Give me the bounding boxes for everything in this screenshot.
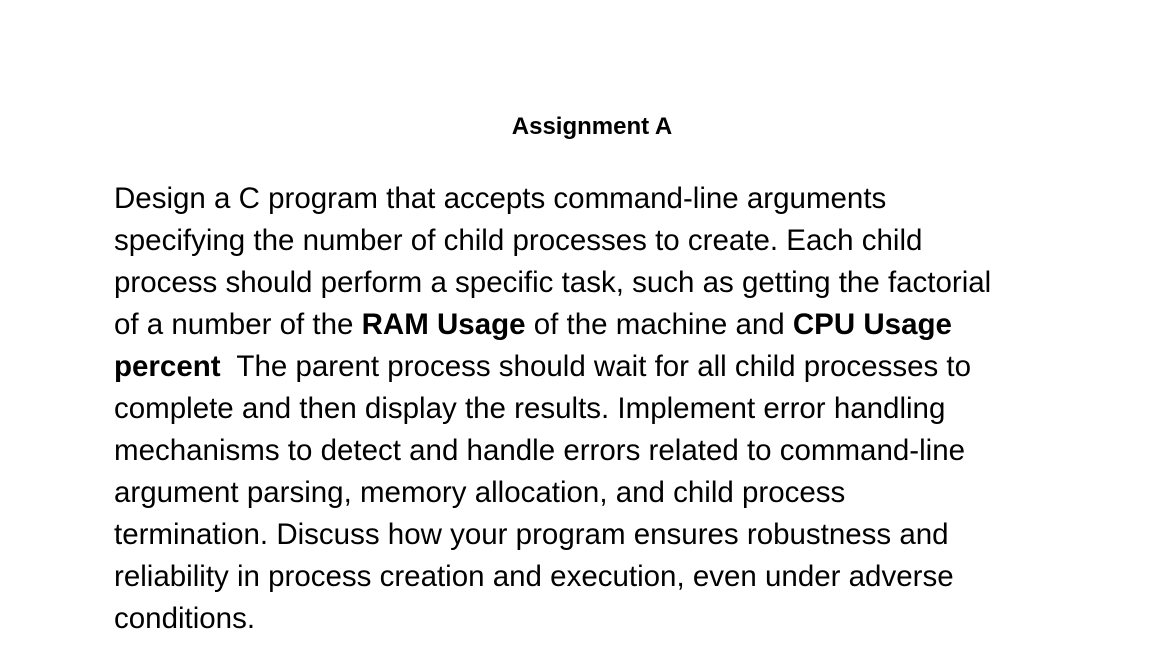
text-run: of a number of the xyxy=(114,308,362,341)
text-line: specifying the number of child processes to create. Each child xyxy=(114,224,923,257)
percent-term: percent xyxy=(114,350,221,383)
text-line xyxy=(114,346,1074,388)
text-line: reliability in process creation and execution, even under adverse xyxy=(114,560,954,593)
ram-usage-term: RAM Usage xyxy=(361,308,526,341)
text-line xyxy=(114,304,1074,346)
cpu-usage-term: CPU Usage xyxy=(792,308,952,341)
document-title: Assignment A xyxy=(511,113,673,140)
assignment-description xyxy=(114,178,1074,640)
text-line: termination. Discuss how your program ensures robustness and xyxy=(114,518,949,551)
text-run: The parent process should wait for all child processes to xyxy=(220,350,972,383)
text-run: of the machine and xyxy=(525,308,793,341)
text-line: Design a C program that accepts command-line arguments xyxy=(114,182,887,215)
text-line: complete and then display the results. Implement error handling xyxy=(114,392,946,425)
text-line: mechanisms to detect and handle errors related to command-line xyxy=(114,434,966,467)
text-line: argument parsing, memory allocation, and child process xyxy=(114,476,846,509)
text-line: process should perform a specific task, such as getting the factorial xyxy=(114,266,992,299)
text-line: conditions. xyxy=(114,602,256,635)
